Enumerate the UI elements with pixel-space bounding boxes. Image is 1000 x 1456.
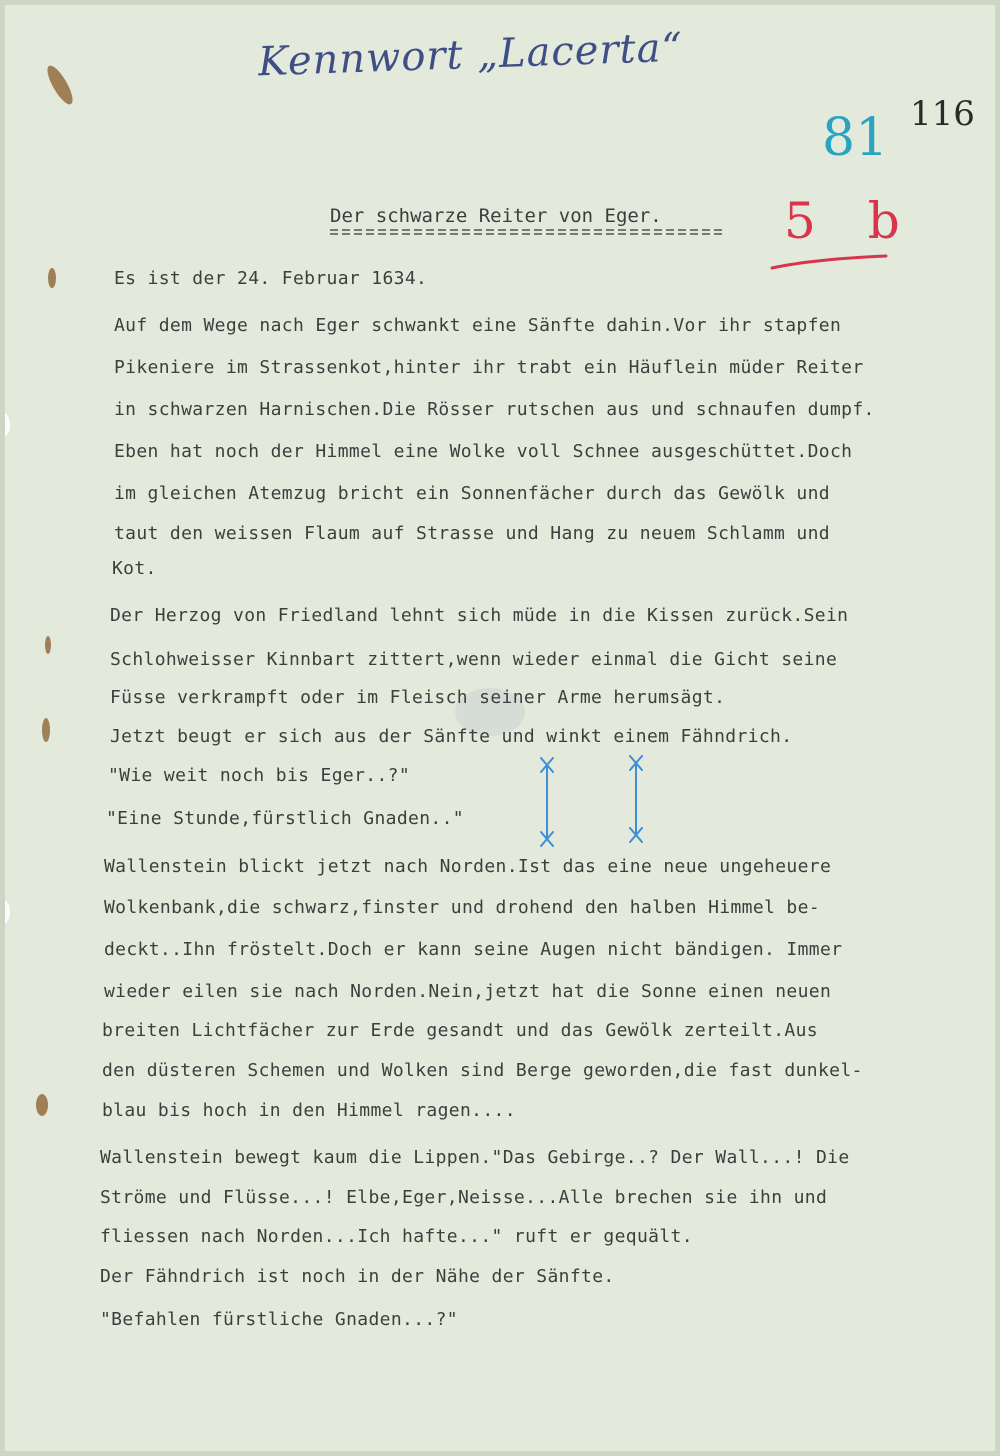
text-line: in schwarzen Harnischen.Die Rösser rutschen aus und schnaufen dumpf.	[114, 399, 875, 420]
blue-bracket-right	[630, 756, 642, 842]
text-line: Ströme und Flüsse...! Elbe,Eger,Neisse...Alle brechen sie ihn und	[100, 1187, 828, 1208]
text-line: taut den weissen Flaum auf Strasse und Hang zu neuem Schlamm und	[114, 523, 830, 544]
text-line: "Befahlen fürstliche Gnaden...?"	[100, 1309, 458, 1330]
text-line: Es ist der 24. Februar 1634.	[114, 268, 428, 289]
blue-bracket-left	[541, 758, 553, 846]
text-line: fliessen nach Norden...Ich hafte..." ruft er gequält.	[100, 1226, 693, 1247]
text-line: wieder eilen sie nach Norden.Nein,jetzt hat die Sonne einen neuen	[104, 981, 832, 1002]
handwritten-red-mark: 5 b	[784, 192, 918, 250]
page-number: 116	[910, 94, 975, 134]
text-line: "Wie weit noch bis Eger..?"	[108, 765, 411, 786]
text-line: Wallenstein bewegt kaum die Lippen."Das Gebirge..? Der Wall...! Die	[100, 1147, 850, 1168]
text-line: Jetzt beugt er sich aus der Sänfte und winkt einem Fähndrich.	[110, 726, 793, 747]
text-line: Eben hat noch der Himmel eine Wolke voll Schnee ausgeschüttet.Doch	[114, 441, 853, 462]
text-line: Der Herzog von Friedland lehnt sich müde in die Kissen zurück.Sein	[110, 605, 849, 626]
text-line: Wolkenbank,die schwarz,finster und drohend den halben Himmel be-	[104, 897, 820, 918]
text-line: blau bis hoch in den Himmel ragen....	[102, 1100, 516, 1121]
text-line: Schlohweisser Kinnbart zittert,wenn wieder einmal die Gicht seine	[110, 649, 838, 670]
text-line: breiten Lichtfächer zur Erde gesandt und das Gewölk zerteilt.Aus	[102, 1020, 818, 1041]
text-line: Auf dem Wege nach Eger schwankt eine Sänfte dahin.Vor ihr stapfen	[114, 315, 842, 336]
text-line: den düsteren Schemen und Wolken sind Berge geworden,die fast dunkel-	[102, 1060, 863, 1081]
handwritten-blue-number: 81	[822, 108, 889, 168]
handwritten-codeword: Kennwort „Lacerta“	[257, 24, 684, 86]
text-line: Füsse verkrampft oder im Fleisch seiner Arme herumsägt.	[110, 687, 726, 708]
text-line: deckt..Ihn fröstelt.Doch er kann seine Augen nicht bändigen. Immer	[104, 939, 843, 960]
document-title: Der schwarze Reiter von Eger.	[330, 205, 662, 227]
text-line: Der Fähndrich ist noch in der Nähe der Sänfte.	[100, 1266, 615, 1287]
text-line: Wallenstein blickt jetzt nach Norden.Ist das eine neue ungeheuere	[104, 856, 832, 877]
text-line: "Eine Stunde,fürstlich Gnaden.."	[106, 808, 464, 829]
text-line: im gleichen Atemzug bricht ein Sonnenfächer durch das Gewölk und	[114, 483, 830, 504]
text-line: Pikeniere im Strassenkot,hinter ihr trabt ein Häuflein müder Reiter	[114, 357, 864, 378]
text-line: Kot.	[112, 558, 157, 579]
